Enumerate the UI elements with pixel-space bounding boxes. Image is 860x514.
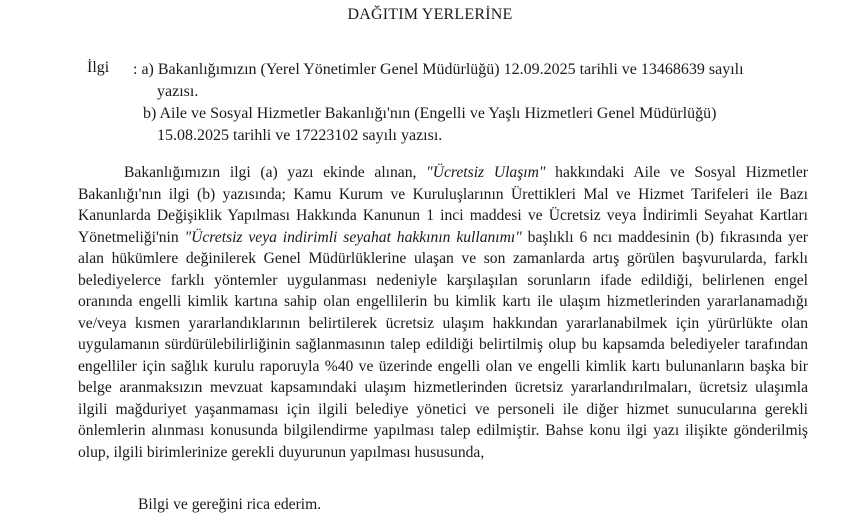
reference-b-line1: b) Aile ve Sosyal Hizmetler Bakanlığı'nın (Engelli ve Yaşlı Hizmetleri Genel Müdürlüğü) [143,105,717,122]
reference-a-line2: yazısı. [157,83,199,100]
reference-b [143,103,833,147]
reference-b-line2: 15.08.2025 tarihli ve 17223102 sayılı yazısı. [157,127,443,144]
body-paragraph [78,162,808,463]
body-part-3: başlıklı 6 ncı maddesinin (b) fıkrasında yer alan hükümlere değinilerek Genel Müdürlüklerine ulaşan ve son zamanlarda artış görülen başvurularda, farklı belediyelerce farklı yöntemler uygulanması nedeniyle karşılaşılan sorunların ifade edildiği, belirlenen engel oranında engelli kimlik kartına sahip olan engellilerin bu kimlik kartı ile ulaşım hizmetlerinden yararlanamadığı ve/veya kısmen yararlandıklarının belirtilerek ücretsiz ulaşım hakkından yararlanabilmek için yürürlükte olan uygulamanın sürdürülebilirliğinin sağlanmasının talep edildiği belirtilmiş olup bu kapsamda belediyeler tarafından engelliler için sağlık kurulu raporuyla %40 ve üzerinde engelli olan ve engelli kimlik kartı bulunanların başka bir belge aranmaksızın mevzuat kapsamındaki ulaşım hizmetlerinden ücretsiz yararlandırılmaları, ücretsiz ulaşımla ilgili mağduriyet yaşanmaması için ilgili belediye yönetici ve personeli ile diğer hizmet sunucularına gerekli önlemlerin alınması konusunda bilgilendirme yapılması talep edilmiştir. Bahse konu ilgi yazı ilişikte gönderilmiş olup, ilgili birimlerinize gerekli duyurunun yapılması hususunda, [78,228,808,461]
reference-a [133,59,823,103]
document-heading: DAĞITIM YERLERİNE [347,6,513,23]
quote-free-transport: "Ücretsiz Ulaşım" [426,164,546,181]
reference-a-line1: : a) Bakanlığımızın (Yerel Yönetimler Genel Müdürlüğü) 12.09.2025 tarihli ve 13468639 sayılı [133,61,744,78]
body-part-1: Bakanlığımızın ilgi (a) yazı ekinde alınan, [124,164,427,181]
closing-line-partial: Bilgi ve gereğini rica ederim. [138,496,322,513]
body-part-2: hakkındaki Aile ve Sosyal Hizmetler Bakanlığı'nın ilgi (b) yazısında; Kamu Kurum ve Kuruluşlarının Ürettikleri Mal ve Hizmet Tarifeleri ile Bazı Kanunlarda Değişiklik Yapılması Hakkında Kanunun 1 inci maddesi ve Ücretsiz veya İndirimli Seyahat Kartları Yönetmeliği'nin [78,164,808,246]
reference-label: İlgi [87,59,110,76]
quote-travel-right: "Ücretsiz veya indirimli seyahat hakkının kullanımı" [184,228,522,246]
